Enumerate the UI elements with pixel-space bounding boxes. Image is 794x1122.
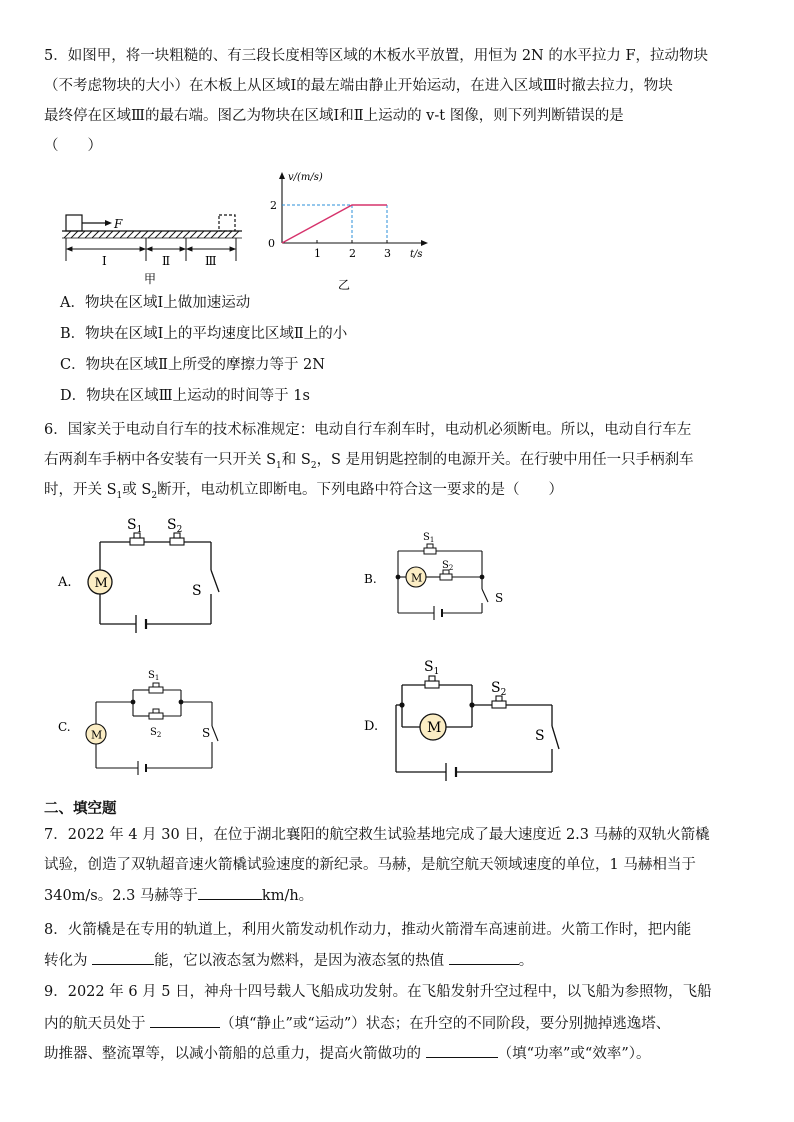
block-start [66,215,82,231]
block-end [219,215,235,231]
x-tick-label-1: 1 [314,247,321,260]
q6-line-2: 右两刹车手柄中各安装有一只开关 $S_1$和 $S_2$，S 是用钥匙控制的电源开关。在行驶中用任一只手柄刹车 [44,452,694,471]
circuit-b-s2-label: $S_2$ [442,560,454,572]
q5-option-d[interactable]: D．物块在区域Ⅲ上运动的时间等于 1s [60,388,310,404]
vt-line [282,205,387,243]
circuit-c-switch-s2 [149,709,163,719]
q7-line-1: 7．2022 年 4 月 30 日，在位于湖北襄阳的航空救生试验基地完成了最大速度近 2.3 马赫的双轨火箭橇 [44,827,710,843]
circuit-d-s-label: S [535,728,545,744]
region-arrows [67,247,235,251]
circuit-a-s2-label: $S_2$ [167,517,183,535]
q7-line-3: 340m/s。2.3 马赫等于 km/h。 [44,885,313,906]
q6-line-1: 6．国家关于电动自行车的技术标准规定：电动自行车刹车时，电动机必须断电。所以，电动自行车左 [44,422,692,438]
circuit-d-motor-label: M [427,720,442,736]
circuit-c[interactable] [56,660,236,785]
q9-answer-blank-2[interactable] [426,1043,498,1058]
region-1-label: Ⅰ [102,254,107,268]
figure-jia [56,205,256,285]
circuit-b-s1-label: $S_1$ [423,532,435,544]
q6-line-3: 时，开关 $S_1$或 $S_2$断开，电动机立即断电。下列电路中符合这一要求的是（ ） [44,482,564,501]
circuit-a-label: A. [58,575,72,590]
circuit-c-s2-label: $S_2$ [150,727,162,739]
circuit-a-s1-label: $S_1$ [127,517,143,535]
circuit-b[interactable] [362,525,532,635]
circuit-b-s-label: S [495,591,504,605]
circuit-d-switch-s1 [425,676,439,688]
circuit-c-motor-label: M [91,728,103,742]
region-2-label: Ⅱ [162,254,171,268]
vt-series [282,205,387,243]
circuit-b-switch-s1 [424,544,436,554]
circuit-c-label: C. [58,720,71,734]
q5-option-b[interactable]: B．物块在区域Ⅰ上的平均速度比区域Ⅱ上的小 [60,326,348,342]
y-axis-label: v/(m/s) [288,172,323,183]
circuit-a-s-label: S [192,583,202,599]
circuit-b-motor-label: M [411,571,423,585]
circuit-a-motor-label: M [94,576,108,591]
q9-answer-blank-1[interactable] [150,1013,220,1028]
circuit-d-node-right [469,702,474,707]
circuit-c-switch-s1 [149,683,163,693]
circuit-c-s1-label: $S_1$ [148,670,160,682]
board-hatching [64,231,239,238]
q9-line-1: 9．2022 年 6 月 5 日，神舟十四号载人飞船成功发射。在飞船发射升空过程中，以飞船为参照物，飞船 [44,984,712,1000]
y-tick-label: 2 [270,199,277,212]
circuit-d-node-left [399,702,404,707]
q8-answer-blank-2[interactable] [449,950,519,965]
q5-option-a[interactable]: A．物块在区域Ⅰ上做加速运动 [60,295,251,311]
q5-option-c[interactable]: C．物块在区域Ⅱ上所受的摩擦力等于 2N [60,357,325,373]
dashed-guides [282,205,387,243]
x-tick-label-2: 2 [349,247,356,260]
circuit-c-node-left [131,700,136,705]
circuit-b-node-left [396,575,401,580]
q8-line-1: 8．火箭橇是在专用的轨道上，利用火箭发动机作动力，推动火箭滑车高速前进。火箭工作时，把内能 [44,922,692,938]
q7-answer-blank[interactable] [198,885,262,900]
region-3-label: Ⅲ [205,254,217,268]
q8-line-2: 转化为 能，它以液态氢为燃料，是因为液态氢的热值 。 [44,950,533,971]
q5-answer-paren: （ ） [44,138,102,154]
circuit-b-label: B. [364,572,377,586]
section-fill-in-title: 二、填空题 [44,800,117,817]
force-label: F [114,217,123,231]
circuit-d-label: D. [364,719,379,734]
q9-line-3: 助推器、整流罩等，以减小箭船的总重力，提高火箭做功的 （填“功率”或“效率”）。 [44,1043,651,1064]
figure-yi-vt-graph [262,168,437,293]
circuit-b-node-right [480,575,485,580]
circuit-c-node-right [179,700,184,705]
circuit-d-s1-label: $S_1$ [424,659,440,677]
q7-line-2: 试验，创造了双轨超音速火箭橇试验速度的新纪录。马赫，是航空航天领域速度的单位，1 马赫相当于 [44,857,696,873]
q5-line-1: 5．如图甲，将一块粗糙的、有三段长度相等区域的木板水平放置，用恒为 2N 的水平拉力 F，拉动物块 [44,48,709,64]
circuit-c-s-label: S [202,726,211,740]
figure-yi-caption: 乙 [338,278,351,292]
q5-line-2: （不考虑物块的大小）在木板上从区域Ⅰ的最左端由静止开始运动，在进入区域Ⅲ时撤去拉力，物块 [44,78,673,94]
q8-answer-blank-1[interactable] [92,950,154,965]
x-tick-label-3: 3 [384,247,391,260]
circuit-d-s2-label: $S_2$ [491,680,507,698]
force-arrowhead [105,220,112,226]
origin-label: 0 [268,237,275,250]
x-axis-label: t/s [410,249,423,260]
circuit-d[interactable] [362,652,582,787]
figure-jia-caption: 甲 [144,272,157,285]
q5-line-3: 最终停在区域Ⅲ的最右端。图乙为物块在区域Ⅰ和Ⅱ上运动的 v-t 图像，则下列判断错误的是 [44,108,624,124]
q9-line-2: 内的航天员处于 （填“静止”或“运动”）状态；在升空的不同阶段，要分别抛掉逃逸塔、 [44,1013,670,1034]
x-axis-arrow [421,240,428,246]
circuit-a[interactable] [56,512,236,642]
y-axis-arrow [279,172,285,179]
